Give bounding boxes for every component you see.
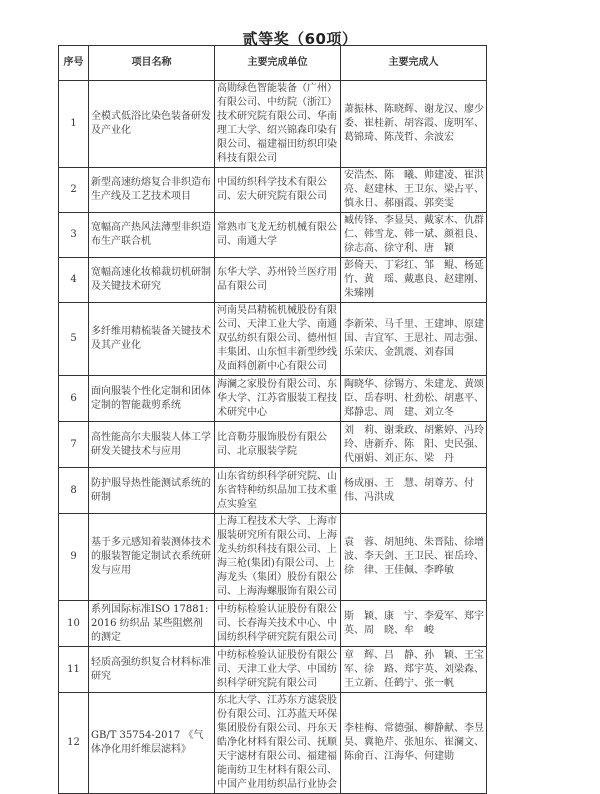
project-name: 多纤维用精梳装备关键技术及其产业化 <box>89 303 215 376</box>
project-name: 新型高速纺熔复合非织造布生产线及工艺技术项目 <box>89 168 215 213</box>
project-name: 宽幅高产热风法薄型非织造布生产联合机 <box>89 213 215 258</box>
main-people: 臧传锋、李显昊、戴家木、仇群仁、韩雪龙、韩一斌、颜祖良、徐志高、徐守利、唐 颖 <box>341 213 487 258</box>
main-units: 海澜之家股份有限公司、东华大学、江苏省服装工程技术研究中心 <box>215 376 341 422</box>
table-row <box>59 303 487 376</box>
project-name: 防护服导热性能测试系统的研制 <box>89 468 215 514</box>
serial-no: 10 <box>59 601 89 647</box>
serial-no: 12 <box>59 693 89 794</box>
project-name: 系列国际标准ISO 17881:2016 纺织品 某些阻燃剂的测定 <box>89 601 215 647</box>
serial-no: 11 <box>59 647 89 693</box>
table-row <box>59 258 487 303</box>
main-units: 山东省纺织科学研究院、山东省特种纺织品加工技术重点实验室 <box>215 468 341 514</box>
main-people: 章 辉、吕 静、孙 颖、王宝军、徐 路、郑宇英、刘梁森、王立新、任鹤宁、张一帆 <box>341 647 487 693</box>
table-row <box>59 376 487 422</box>
main-people: 李新荣、马千里、王建坤、原建国、吉宜军、王思社、周志强、乐荣庆、金凯震、刘春国 <box>341 303 487 376</box>
table-row <box>59 514 487 601</box>
serial-no: 1 <box>59 81 89 168</box>
project-name: 高性能高尔夫服装人体工学研发关键技术与应用 <box>89 422 215 468</box>
main-units: 中纺标检验认证股份有限公司、天津工业大学、中国纺织科学研究院有限公司 <box>215 647 341 693</box>
page-title: 贰等奖（60项） <box>242 30 358 48</box>
main-units: 比音勒芬服饰股份有限公司、北京服装学院 <box>215 422 341 468</box>
serial-no: 3 <box>59 213 89 258</box>
project-name: 全模式低浴比染色装备研发及产业化 <box>89 81 215 168</box>
header-main-people: 主要完成人 <box>341 46 487 81</box>
main-units: 上海工程技术大学、上海市服装研究所有限公司、上海龙头纺织科技有限公司、上海三枪(集团)有限公司、上海龙头（集团）股份有限公司、上海海螺服饰有限公司 <box>215 514 341 601</box>
table-row <box>59 693 487 794</box>
award-table <box>58 45 487 794</box>
main-units: 河南昊昌精梳机械股份有限公司、天津工业大学、南通双弘纺织有限公司、德州恒丰集团、山东恒丰新型纱线及面料创新中心有限公司 <box>215 303 341 376</box>
main-units: 东华大学、苏州铃兰医疗用品有限公司 <box>215 258 341 303</box>
main-people: 彭倚天、丁彩红、邹 鲲、杨延竹、黄 瑶、戴惠良、赵建刚、朱臻刚 <box>341 258 487 303</box>
main-people: 陶晓华、徐锡方、朱建龙、黄颂臣、岳春明、杜劲松、胡惠平、郑静忠、周 建、刘立冬 <box>341 376 487 422</box>
main-units: 中纺标检验认证股份有限公司、长春海关技术中心、中国纺织科学研究院有限公司 <box>215 601 341 647</box>
main-units: 常熟市飞龙无纺机械有限公司、南通大学 <box>215 213 341 258</box>
main-people: 安浩杰、陈 曦、帅建凌、崔洪亮、赵建林、王卫东、梁占平、慎永日、郝丽霞、郭奕雯 <box>341 168 487 213</box>
table-row <box>59 168 487 213</box>
project-name: 轻质高强纺织复合材料标准研究 <box>89 647 215 693</box>
table-header-row <box>59 46 487 81</box>
serial-no: 9 <box>59 514 89 601</box>
table-row <box>59 422 487 468</box>
serial-no: 5 <box>59 303 89 376</box>
table-row <box>59 213 487 258</box>
main-units: 中国纺织科学技术有限公司、宏大研究院有限公司 <box>215 168 341 213</box>
main-people: 斯 颖、康 宁、李爱军、郑宇英、周 晓、牟 峻 <box>341 601 487 647</box>
header-main-units: 主要完成单位 <box>215 46 341 81</box>
main-people: 李桂梅、常德强、柳静献、李昱昊、冀艳芹、张旭东、崔澜文、陈俞百、江海华、何建勋 <box>341 693 487 794</box>
main-people: 萧振林、陈晓辉、谢龙汉、廖少委、崔桂新、胡容霞、庞明军、葛锦琦、陈茂哲、余波宏 <box>341 81 487 168</box>
serial-no: 4 <box>59 258 89 303</box>
table-row <box>59 647 487 693</box>
main-units: 高勋绿色智能装备（广州）有限公司、中纺院（浙江）技术研究院有限公司、华南理工大学、绍兴锦森印染有限公司、福建福田纺织印染科技有限公司 <box>215 81 341 168</box>
serial-no: 7 <box>59 422 89 468</box>
serial-no: 6 <box>59 376 89 422</box>
project-name: GB/T 35754-2017 《气体净化用纤维层滤料》 <box>89 693 215 794</box>
main-people: 袁 蓉、胡旭纯、朱晋陆、徐增波、李天剑、王卫民、崔岳玲、徐 律、王佳佩、李晔敏 <box>341 514 487 601</box>
table-row <box>59 81 487 168</box>
header-project-name: 项目名称 <box>89 46 215 81</box>
table-row <box>59 468 487 514</box>
serial-no: 8 <box>59 468 89 514</box>
header-serial-no: 序号 <box>59 46 89 81</box>
project-name: 基于多元感知着装测体技术的服装智能定制试衣系统研发与应用 <box>89 514 215 601</box>
main-people: 杨成丽、王 慧、胡尊芳、付 伟、冯洪成 <box>341 468 487 514</box>
serial-no: 2 <box>59 168 89 213</box>
project-name: 面向服装个性化定制和团体定制的智能裁剪系统 <box>89 376 215 422</box>
project-name: 宽幅高速化妆棉裁切机研制及关键技术研究 <box>89 258 215 303</box>
main-units: 东北大学、江苏东方滤袋股份有限公司、江苏蓝天环保集团股份有限公司、丹东天皓净化材料有限公司、抚顺天宇滤材有限公司、福建福能南纺卫生材料有限公司、中国产业用纺织品行业协会 <box>215 693 341 794</box>
main-people: 刘 莉、谢秉政、胡紫婷、冯玲玲、唐新乔、陈 阳、史民强、代丽娟、刘正东、梁 丹 <box>341 422 487 468</box>
table-row <box>59 601 487 647</box>
